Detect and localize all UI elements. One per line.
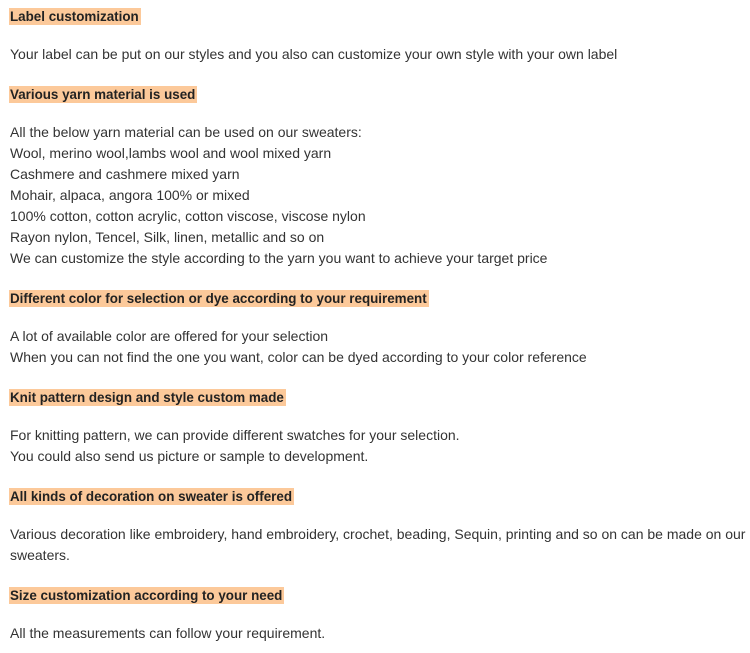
section-heading: Label customization bbox=[10, 9, 139, 24]
section-text: Wool, merino wool,lambs wool and wool mixed yarn bbox=[10, 145, 332, 161]
section-heading: All kinds of decoration on sweater is offered bbox=[10, 489, 293, 504]
section-heading: Different color for selection or dye according to your requirement bbox=[10, 291, 427, 306]
section-text: All the measurements can follow your requirement. bbox=[10, 625, 326, 641]
section-color-selection bbox=[10, 290, 429, 307]
section-text-block bbox=[10, 425, 460, 467]
section-text: Your label can be put on our styles and you also can customize your own style with your own label bbox=[10, 46, 618, 62]
section-heading: Size customization according to your need bbox=[10, 588, 283, 603]
section-text: All the below yarn material can be used on our sweaters: bbox=[10, 124, 362, 140]
section-text: Rayon nylon, Tencel, Silk, linen, metallic and so on bbox=[10, 229, 325, 245]
section-text: For knitting pattern, we can provide different swatches for your selection. bbox=[10, 427, 460, 443]
section-text: Various decoration like embroidery, hand embroidery, crochet, beading, Sequin, printing and so on can be made on our sweaters. bbox=[10, 526, 746, 563]
section-text: You could also send us picture or sample to development. bbox=[10, 448, 369, 464]
section-yarn-material bbox=[10, 86, 197, 103]
section-text-block bbox=[10, 122, 547, 269]
section-text: When you can not find the one you want, color can be dyed according to your color reference bbox=[10, 349, 587, 365]
section-size-customization bbox=[10, 587, 284, 604]
section-text: Cashmere and cashmere mixed yarn bbox=[10, 166, 240, 182]
section-text: Mohair, alpaca, angora 100% or mixed bbox=[10, 187, 250, 203]
section-knit-pattern bbox=[10, 389, 286, 406]
section-heading: Knit pattern design and style custom made bbox=[10, 390, 284, 405]
section-text: We can customize the style according to the yarn you want to achieve your target price bbox=[10, 250, 548, 266]
section-text: A lot of available color are offered for your selection bbox=[10, 328, 329, 344]
section-decoration bbox=[10, 488, 294, 505]
section-label-customization bbox=[10, 8, 141, 25]
section-text-block bbox=[10, 326, 587, 368]
section-text: 100% cotton, cotton acrylic, cotton viscose, viscose nylon bbox=[10, 208, 366, 224]
section-heading: Various yarn material is used bbox=[10, 87, 196, 102]
